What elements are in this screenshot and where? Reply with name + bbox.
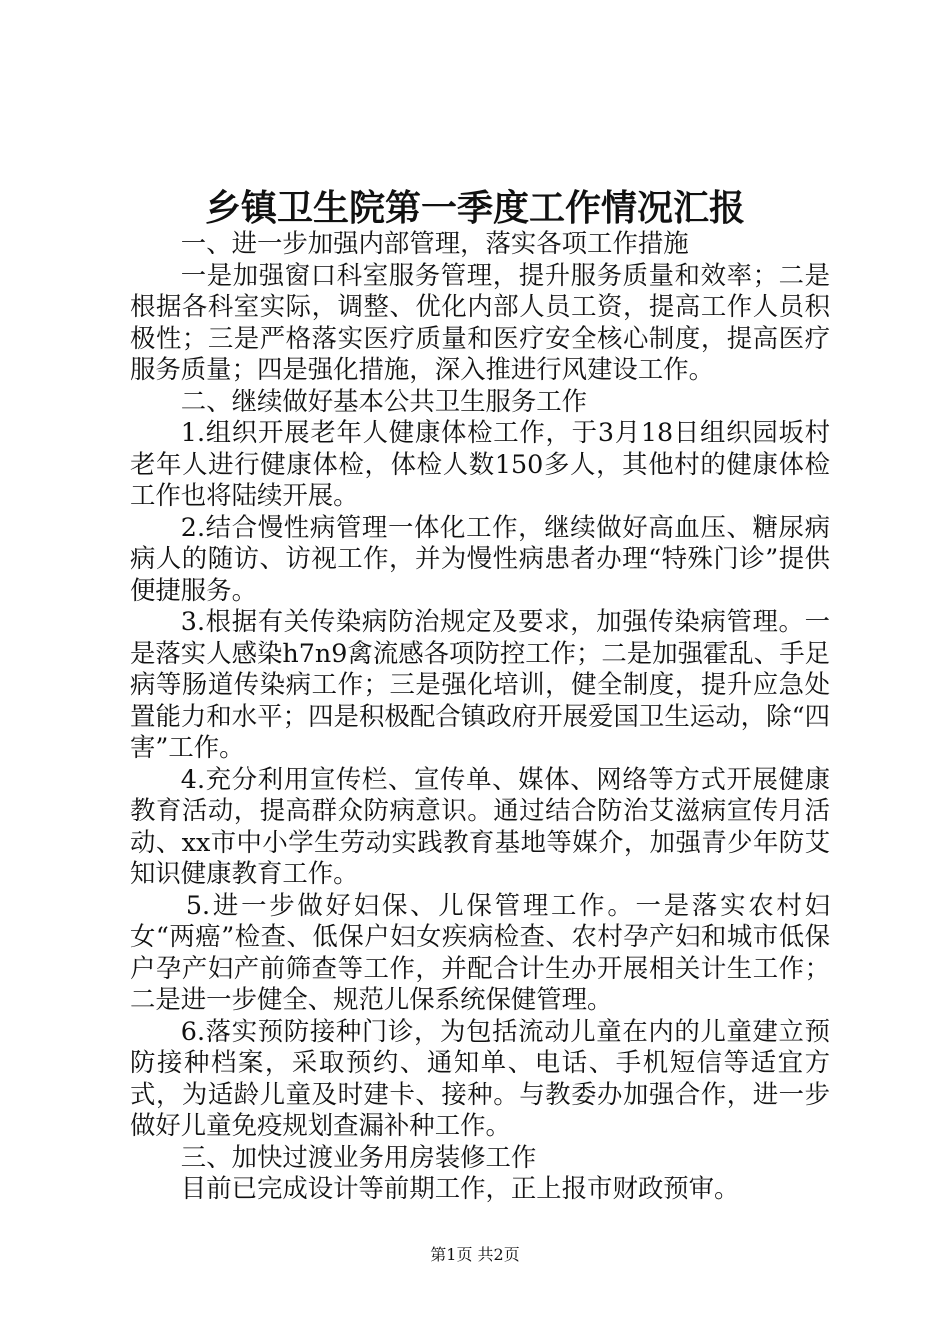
paragraph: 6.落实预防接种门诊，为包括流动儿童在内的儿童建立预防接种档案，采取预约、通知单、电话、手机短信等适宜方式，为适龄儿童及时建卡、接种。与教委办加强合作，进一步做好儿童免疫规划查漏补种工作。	[130, 1015, 830, 1140]
section-heading-3: 三、加快过渡业务用房装修工作	[180, 1141, 537, 1172]
paragraph: 4.充分利用宣传栏、宣传单、媒体、网络等方式开展健康教育活动，提高群众防病意识。通过结合防治艾滋病宣传月活动、xx市中小学生劳动实践教育基地等媒介，加强青少年防艾知识健康教育工作。	[130, 763, 830, 888]
document-title: 乡镇卫生院第一季度工作情况汇报	[204, 187, 745, 229]
document-body	[130, 228, 830, 1205]
paragraph: 1.组织开展老年人健康体检工作，于3月18日组织园坂村老年人进行健康体检，体检人数150多人，其他村的健康体检工作也将陆续开展。	[130, 417, 830, 510]
page-footer: 第1页 共2页	[430, 1245, 520, 1264]
paragraph: 5.进一步做好妇保、儿保管理工作。一是落实农村妇女“两癌”检查、低保户妇女疾病检查、农村孕产妇和城市低保户孕产妇产前筛查等工作，并配合计生办开展相关计生工作；二是进一步健全、规范儿保系统保健管理。	[130, 889, 830, 1014]
section-heading-2: 二、继续做好基本公共卫生服务工作	[180, 385, 588, 416]
section-heading-1: 一、进一步加强内部管理，落实各项工作措施	[180, 228, 689, 258]
paragraph: 3.根据有关传染病防治规定及要求，加强传染病管理。一是落实人感染h7n9禽流感各项防控工作；二是加强霍乱、手足病等肠道传染病工作；三是强化培训，健全制度，提升应急处置能力和水平；四是积极配合镇政府开展爱国卫生运动，除“四害”工作。	[130, 606, 830, 762]
paragraph: 一是加强窗口科室服务管理，提升服务质量和效率；二是根据各科室实际，调整、优化内部人员工资，提高工作人员积极性；三是严格落实医疗质量和医疗安全核心制度，提高医疗服务质量；四是强化措施，深入推进行风建设工作。	[130, 259, 830, 384]
paragraph: 2.结合慢性病管理一体化工作，继续做好高血压、糖尿病病人的随访、访视工作，并为慢性病患者办理“特殊门诊”提供便捷服务。	[130, 511, 830, 605]
paragraph: 目前已完成设计等前期工作，正上报市财政预审。	[180, 1173, 740, 1203]
